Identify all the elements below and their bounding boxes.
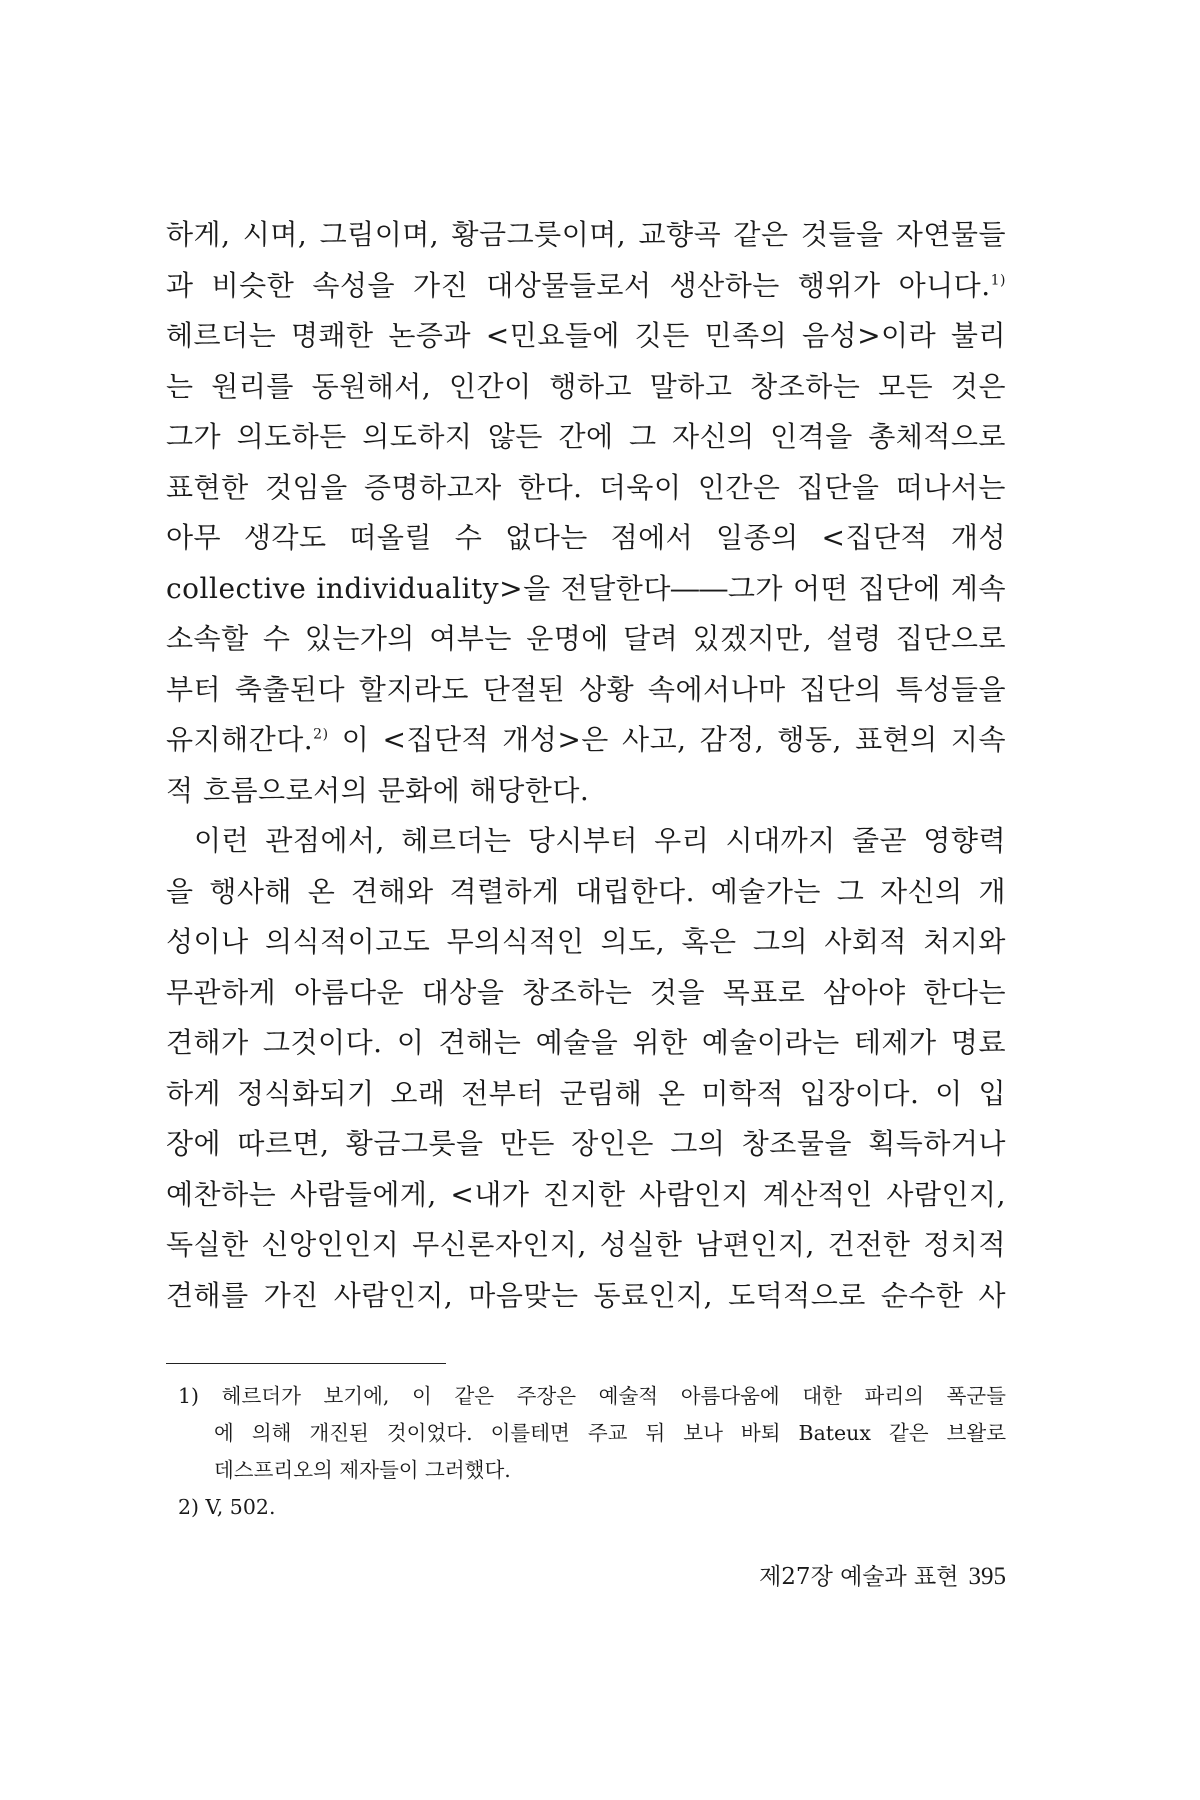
text-line: 견해가 그것이다. 이 견해는 예술을 위한 예술이라는 테제가 명료 [166, 1026, 1006, 1059]
text-segment: 과 비슷한 속성을 가진 대상물들로서 생산하는 행위가 아니다. [166, 268, 991, 302]
text-line: 을 행사해 온 견해와 격렬하게 대립한다. 예술가는 그 자신의 개 [166, 874, 1006, 908]
text-line: 장에 따르면, 황금그릇을 만든 장인은 그의 창조물을 획득하거나 [166, 1127, 1006, 1160]
text-segment: 유지해간다. [166, 723, 314, 756]
footnote-1-line: 데스프리오의 제자들이 그러했다. [214, 1458, 511, 1482]
text-line: 하게 정식화되기 오래 전부터 군림해 온 미학적 입장이다. 이 입 [166, 1076, 1006, 1110]
text-line: 아무 생각도 떠올릴 수 없다는 점에서 일종의 <집단적 개성 [166, 521, 1006, 554]
footnote-1-line: 1) 헤르더가 보기에, 이 같은 주장은 예술적 아름다움에 대한 파리의 폭군들 [178, 1384, 1006, 1408]
running-footer-chapter: 제27장 예술과 표현 [759, 1564, 959, 1590]
page-number: 395 [968, 1563, 1006, 1590]
text-line [166, 261, 1006, 312]
text-line: 예찬하는 사람들에게, <내가 진지한 사람인지 계산적인 사람인지, [166, 1177, 1006, 1211]
main-text [166, 210, 1006, 1321]
footnote-ref: 1) [990, 272, 1006, 289]
text-line: 하게, 시며, 그림이며, 황금그릇이며, 교향곡 같은 것들을 자연물들 [166, 218, 1006, 251]
text-line: collective individuality>을 전달한다――그가 어떤 집단에 계속 [166, 571, 1006, 605]
text-line: 독실한 신앙인인지 무신론자인지, 성실한 남편인지, 건전한 정치적 [166, 1228, 1006, 1261]
footnote-divider [166, 1363, 446, 1364]
text-line: 적 흐름으로서의 문화에 해당한다. [166, 773, 590, 807]
text-line: 헤르더는 명쾌한 논증과 <민요들에 깃든 민족의 음성>이라 불리 [166, 319, 1006, 352]
text-line: 그가 의도하든 의도하지 않든 간에 그 자신의 인격을 총체적으로 [166, 420, 1006, 453]
text-line: 성이나 의식적이고도 무의식적인 의도, 혹은 그의 사회적 처지와 [166, 925, 1006, 958]
footnote-2: 2) V, 502. [178, 1495, 276, 1519]
page-footer [680, 1562, 1006, 1592]
footnotes [166, 1378, 1006, 1526]
text-segment: 이 <집단적 개성>은 사고, 감정, 행동, 표현의 지속 [328, 723, 1006, 756]
footnote-1-line: 에 의해 개진된 것이었다. 이를테면 주교 뒤 보나 바퇴 Bateux 같은 브왈로 [214, 1421, 1006, 1445]
text-line: 이런 관점에서, 헤르더는 당시부터 우리 시대까지 줄곧 영향력 [194, 824, 1006, 857]
text-line: 무관하게 아름다운 대상을 창조하는 것을 목표로 삼아야 한다는 [166, 975, 1006, 1009]
text-line [166, 715, 1006, 766]
text-line: 는 원리를 동원해서, 인간이 행하고 말하고 창조하는 모든 것은 [166, 369, 1006, 403]
text-line: 표현한 것임을 증명하고자 한다. 더욱이 인간은 집단을 떠나서는 [166, 470, 1006, 504]
text-line: 소속할 수 있는가의 여부는 운명에 달려 있겠지만, 설령 집단으로 [166, 622, 1006, 655]
text-line: 견해를 가진 사람인지, 마음맞는 동료인지, 도덕적으로 순수한 사 [166, 1278, 1006, 1312]
footnote-ref: 2) [313, 726, 329, 743]
text-line: 부터 축출된다 할지라도 단절된 상황 속에서나마 집단의 특성들을 [166, 672, 1006, 706]
